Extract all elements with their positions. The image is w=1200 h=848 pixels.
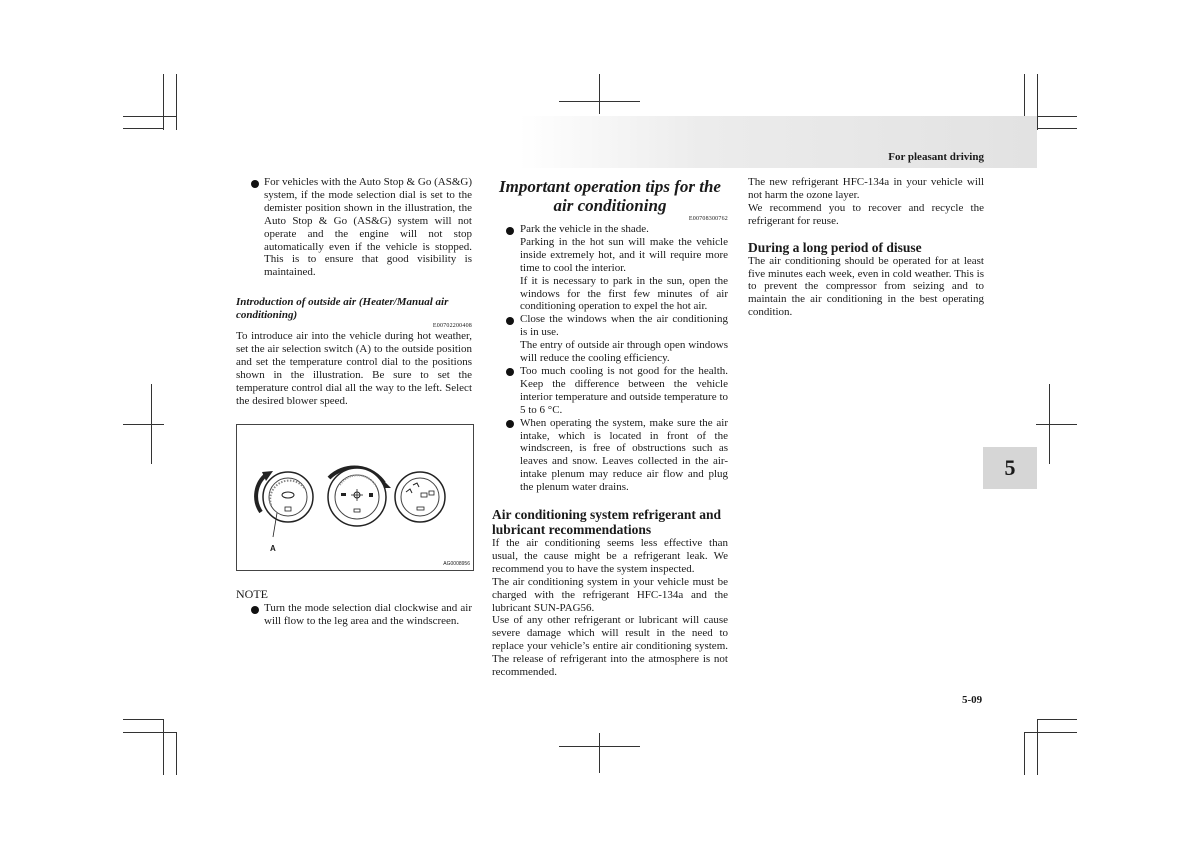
recycle-paragraph: We recommend you to recover and recycle the refrigerant for reuse.	[748, 201, 984, 227]
note-text: Turn the mode selection dial clockwise and air will flow to the leg area and the windscreen.	[264, 602, 472, 627]
bullet-asg	[236, 176, 472, 279]
tip-line: If it is necessary to park in the sun, open the windows for the first few minutes of air conditioning operation to expel the hot air.	[520, 274, 728, 313]
tip-line: Too much cooling is not good for the health. Keep the difference between the vehicle interior temperature and outside temperature to 5 to 6 °C.	[520, 364, 728, 416]
refrigerant-paragraph: The air conditioning system in your vehicle must be charged with the refrigerant HFC-134a and the lubricant SUN-PAG56.	[492, 575, 728, 614]
refrigerant-paragraph: Use of any other refrigerant or lubricant will cause severe damage which will result in the need to replace your vehicle’s entire air conditioning system. The release of refrigerant into the atmosphere is not recommended.	[492, 614, 728, 679]
left-column	[236, 176, 472, 408]
figure-code: AG0008956	[443, 561, 470, 567]
refrigerant-heading: Air conditioning system refrigerant and lubricant recommendations	[492, 507, 721, 538]
tip-line: When operating the system, make sure the air intake, which is located in front of the windscreen, is free of obstructions such as leaves and snow. Leaves collected in the air-intake plenum may reduce air flow and plug the plenum water drains.	[520, 416, 728, 494]
ozone-paragraph: The new refrigerant HFC-134a in your vehicle will not harm the ozone layer.	[748, 176, 984, 201]
chapter-tab: 5	[983, 447, 1037, 489]
note-bullet	[236, 602, 472, 628]
tip-bullet	[492, 417, 728, 494]
bullet-dot-icon	[506, 420, 514, 428]
figure-control-panel	[236, 424, 474, 571]
note-heading: NOTE	[236, 587, 268, 601]
refrigerant-paragraph: If the air conditioning seems less effective than usual, the cause might be a refrigerant leak. We recommend you to have the system inspected.	[492, 537, 728, 575]
tip-bullet	[492, 223, 728, 313]
bullet-text: For vehicles with the Auto Stop & Go (AS&G) system, if the mode selection dial is set to the demister position shown in the illustration, the Auto Stop & Go (AS&G) system will not operate and the engine will not stop automatically even if the vehicle is stopped. This is to ensure that good visibility is maintained.	[264, 176, 472, 279]
note-block	[236, 587, 472, 628]
bullet-dot-icon	[251, 606, 259, 614]
tip-line: Close the windows when the air conditioning is in use.	[520, 313, 728, 339]
figure-label-a: A	[270, 544, 276, 553]
tip-bullet	[492, 365, 728, 417]
disuse-heading: During a long period of disuse	[748, 239, 922, 255]
subheading-code: E00702200408	[432, 323, 472, 330]
bullet-dot-icon	[251, 180, 259, 188]
disuse-paragraph: The air conditioning should be operated for at least five minutes each week, even in cold weather. This is to prevent the compressor from seizing and to maintain the air conditioning in the best operating condition.	[748, 254, 984, 319]
bullet-dot-icon	[506, 317, 514, 325]
outside-air-paragraph: To introduce air into the vehicle during hot weather, set the air selection switch (A) to the outside position and set the temperature control dial to the positions shown in the illustration. Be sure to set the temperature control dial all the way to the left. Select the desired blower speed.	[236, 330, 472, 407]
bullet-dot-icon	[506, 227, 514, 235]
tip-line: The entry of outside air through open windows will reduce the cooling efficiency.	[520, 339, 728, 365]
tips-heading: Important operation tips for the air conditioning	[499, 177, 721, 215]
section-title: For pleasant driving	[888, 151, 984, 163]
subheading-outside-air: Introduction of outside air (Heater/Manual air conditioning)	[236, 296, 449, 322]
tip-line: Parking in the hot sun will make the vehicle inside extremely hot, and it will require more time to cool the interior.	[520, 235, 728, 274]
page-number: 5-09	[962, 694, 983, 706]
middle-column	[492, 177, 728, 679]
tip-line: Park the vehicle in the shade.	[520, 223, 649, 235]
tip-bullet	[492, 313, 728, 365]
tips-heading-code: E00708300762	[688, 216, 728, 222]
right-column	[748, 176, 984, 319]
bullet-dot-icon	[506, 368, 514, 376]
